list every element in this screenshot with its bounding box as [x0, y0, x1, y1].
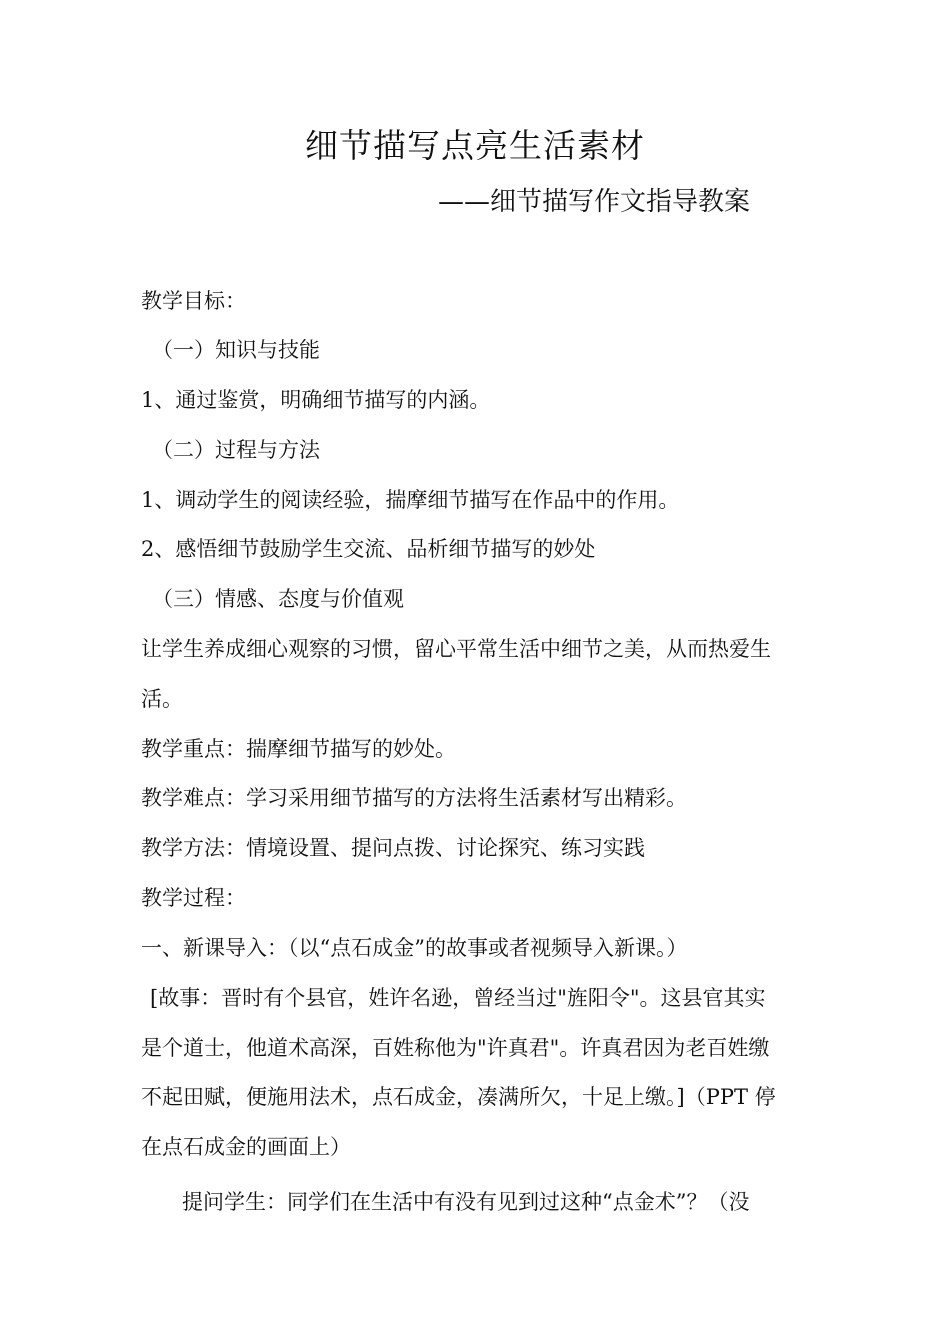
story-line: 不起田赋，便施用法术，点石成金，凑满所欠，十足上缴。]（PPT 停 [141, 1085, 776, 1109]
lesson-intro: 一、新课导入：（以“点石成金”的故事或者视频导入新课。） [141, 936, 688, 960]
document-subtitle: ——细节描写作文指导教案 [438, 187, 751, 217]
story-line: 在点石成金的画面上） [141, 1135, 351, 1159]
paragraph-line: 让学生养成细心观察的习惯，留心平常生活中细节之美，从而热爱生 [141, 637, 771, 661]
teaching-difficulty: 教学难点：学习采用细节描写的方法将生活素材写出精彩。 [141, 786, 687, 810]
story-line: 是个道士，他道术高深，百姓称他为"许真君"。许真君因为老百姓缴 [141, 1036, 770, 1060]
document-title: 细节描写点亮生活素材 [305, 126, 645, 165]
teaching-focus: 教学重点：揣摩细节描写的妙处。 [141, 737, 456, 761]
subheading-emotion-values: （三）情感、态度与价值观 [152, 587, 404, 611]
subheading-process-method: （二）过程与方法 [152, 438, 320, 462]
objective-item: 1、调动学生的阅读经验，揣摩细节描写在作品中的作用。 [141, 488, 680, 512]
question-line: 提问学生：同学们在生活中有没有见到过这种“点金术”？（没 [182, 1190, 750, 1214]
objective-item: 2、感悟细节鼓励学生交流、品析细节描写的妙处 [141, 537, 596, 561]
subheading-knowledge-skills: （一）知识与技能 [152, 338, 320, 362]
section-heading-objectives: 教学目标： [141, 289, 246, 313]
objective-item: 1、通过鉴赏，明确细节描写的内涵。 [141, 388, 491, 412]
paragraph-line: 活。 [141, 687, 183, 711]
teaching-method: 教学方法：情境设置、提问点拨、讨论探究、练习实践 [141, 836, 645, 860]
section-heading-process: 教学过程： [141, 886, 246, 910]
story-line: [故事：晋时有个县官，姓许名逊，曾经当过"旌阳令"。这县官其实 [150, 986, 766, 1010]
